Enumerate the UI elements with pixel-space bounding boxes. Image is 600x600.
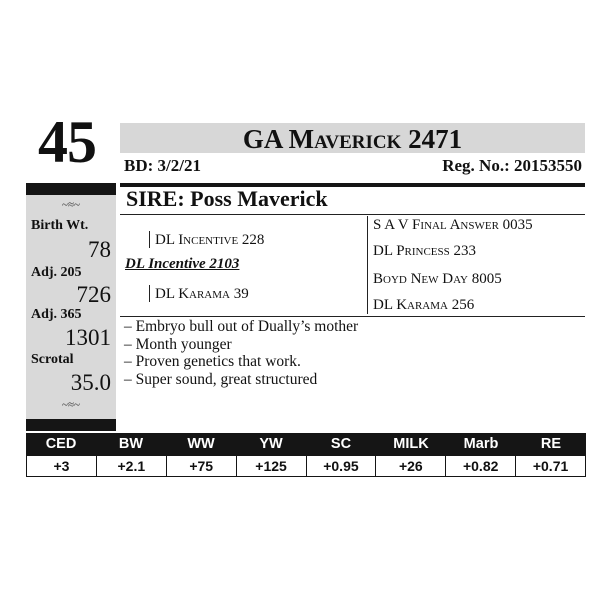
epd-header-row [26, 433, 586, 455]
epd-value-milk: +26 [376, 456, 446, 476]
epd-value-ww: +75 [167, 456, 237, 476]
pedigree-dam-sire: DL Incentive 2103 [125, 256, 240, 272]
pedigree-divider [120, 316, 585, 317]
stats-top-bar [26, 183, 116, 195]
epd-header-ced: CED [45, 436, 77, 452]
epd-value-bw: +2.1 [97, 456, 167, 476]
epd-header-marb: Marb [463, 436, 499, 452]
notes-list [124, 318, 358, 388]
epd-value-row [26, 455, 586, 477]
sire-line: SIRE: Poss Maverick [126, 186, 328, 211]
pedigree-dam-dam: DL Karama 39 [155, 286, 249, 302]
pedigree-bracket-1 [149, 231, 150, 248]
epd-value-re: +0.71 [532, 458, 569, 474]
pedigree-g1: S A V Final Answer 0035 [373, 217, 533, 233]
stat-label-scrotal: Scrotal [31, 352, 74, 367]
birth-date: BD: 3/2/21 [124, 156, 201, 175]
note-item: – Month younger [124, 335, 232, 353]
stats-panel [26, 195, 116, 419]
pedigree-g2: DL Princess 233 [373, 243, 477, 259]
epd-header-sc: SC [330, 436, 352, 452]
epd-header-re: RE [540, 436, 562, 452]
note-item: – Super sound, great structured [124, 370, 318, 388]
stat-value-adj-365: 1301 [65, 325, 111, 350]
animal-name: GA Maverick 2471 [242, 124, 463, 154]
note-item: – Proven genetics that work. [124, 353, 301, 370]
epd-value-sc: +0.95 [307, 456, 377, 476]
pedigree-right-bracket [367, 216, 368, 314]
pedigree-g4: DL Karama 256 [373, 297, 475, 313]
epd-header-yw: YW [259, 436, 283, 452]
stat-value-adj-205: 726 [76, 282, 111, 307]
stats-bottom-bar [26, 419, 116, 431]
epd-header-ww: WW [187, 436, 215, 452]
lot-number: 45 [38, 109, 96, 175]
flourish-top: ~≈~ [62, 199, 80, 211]
stat-value-birth-wt: 78 [88, 237, 111, 262]
epd-header-bw: BW [118, 436, 144, 452]
registration-number: Reg. No.: 20153550 [442, 156, 582, 175]
pedigree-bracket-2 [149, 285, 150, 302]
stat-value-scrotal: 35.0 [70, 370, 111, 395]
pedigree-sire-sire: DL Incentive 228 [155, 232, 265, 248]
stat-label-adj-365: Adj. 365 [31, 307, 82, 322]
pedigree-g3: Boyd New Day 8005 [373, 271, 502, 287]
epd-value-ced: +3 [27, 456, 97, 476]
note-item: – Embryo bull out of Dually’s mother [124, 318, 359, 335]
stat-label-birth-wt: Birth Wt. [31, 218, 89, 233]
epd-header-milk: MILK [393, 436, 429, 452]
flourish-bottom: ~≈~ [62, 399, 80, 411]
stat-label-adj-205: Adj. 205 [31, 265, 82, 280]
epd-value-yw: +125 [237, 456, 307, 476]
sire-divider [120, 214, 585, 215]
epd-value-marb: +0.82 [446, 456, 516, 476]
